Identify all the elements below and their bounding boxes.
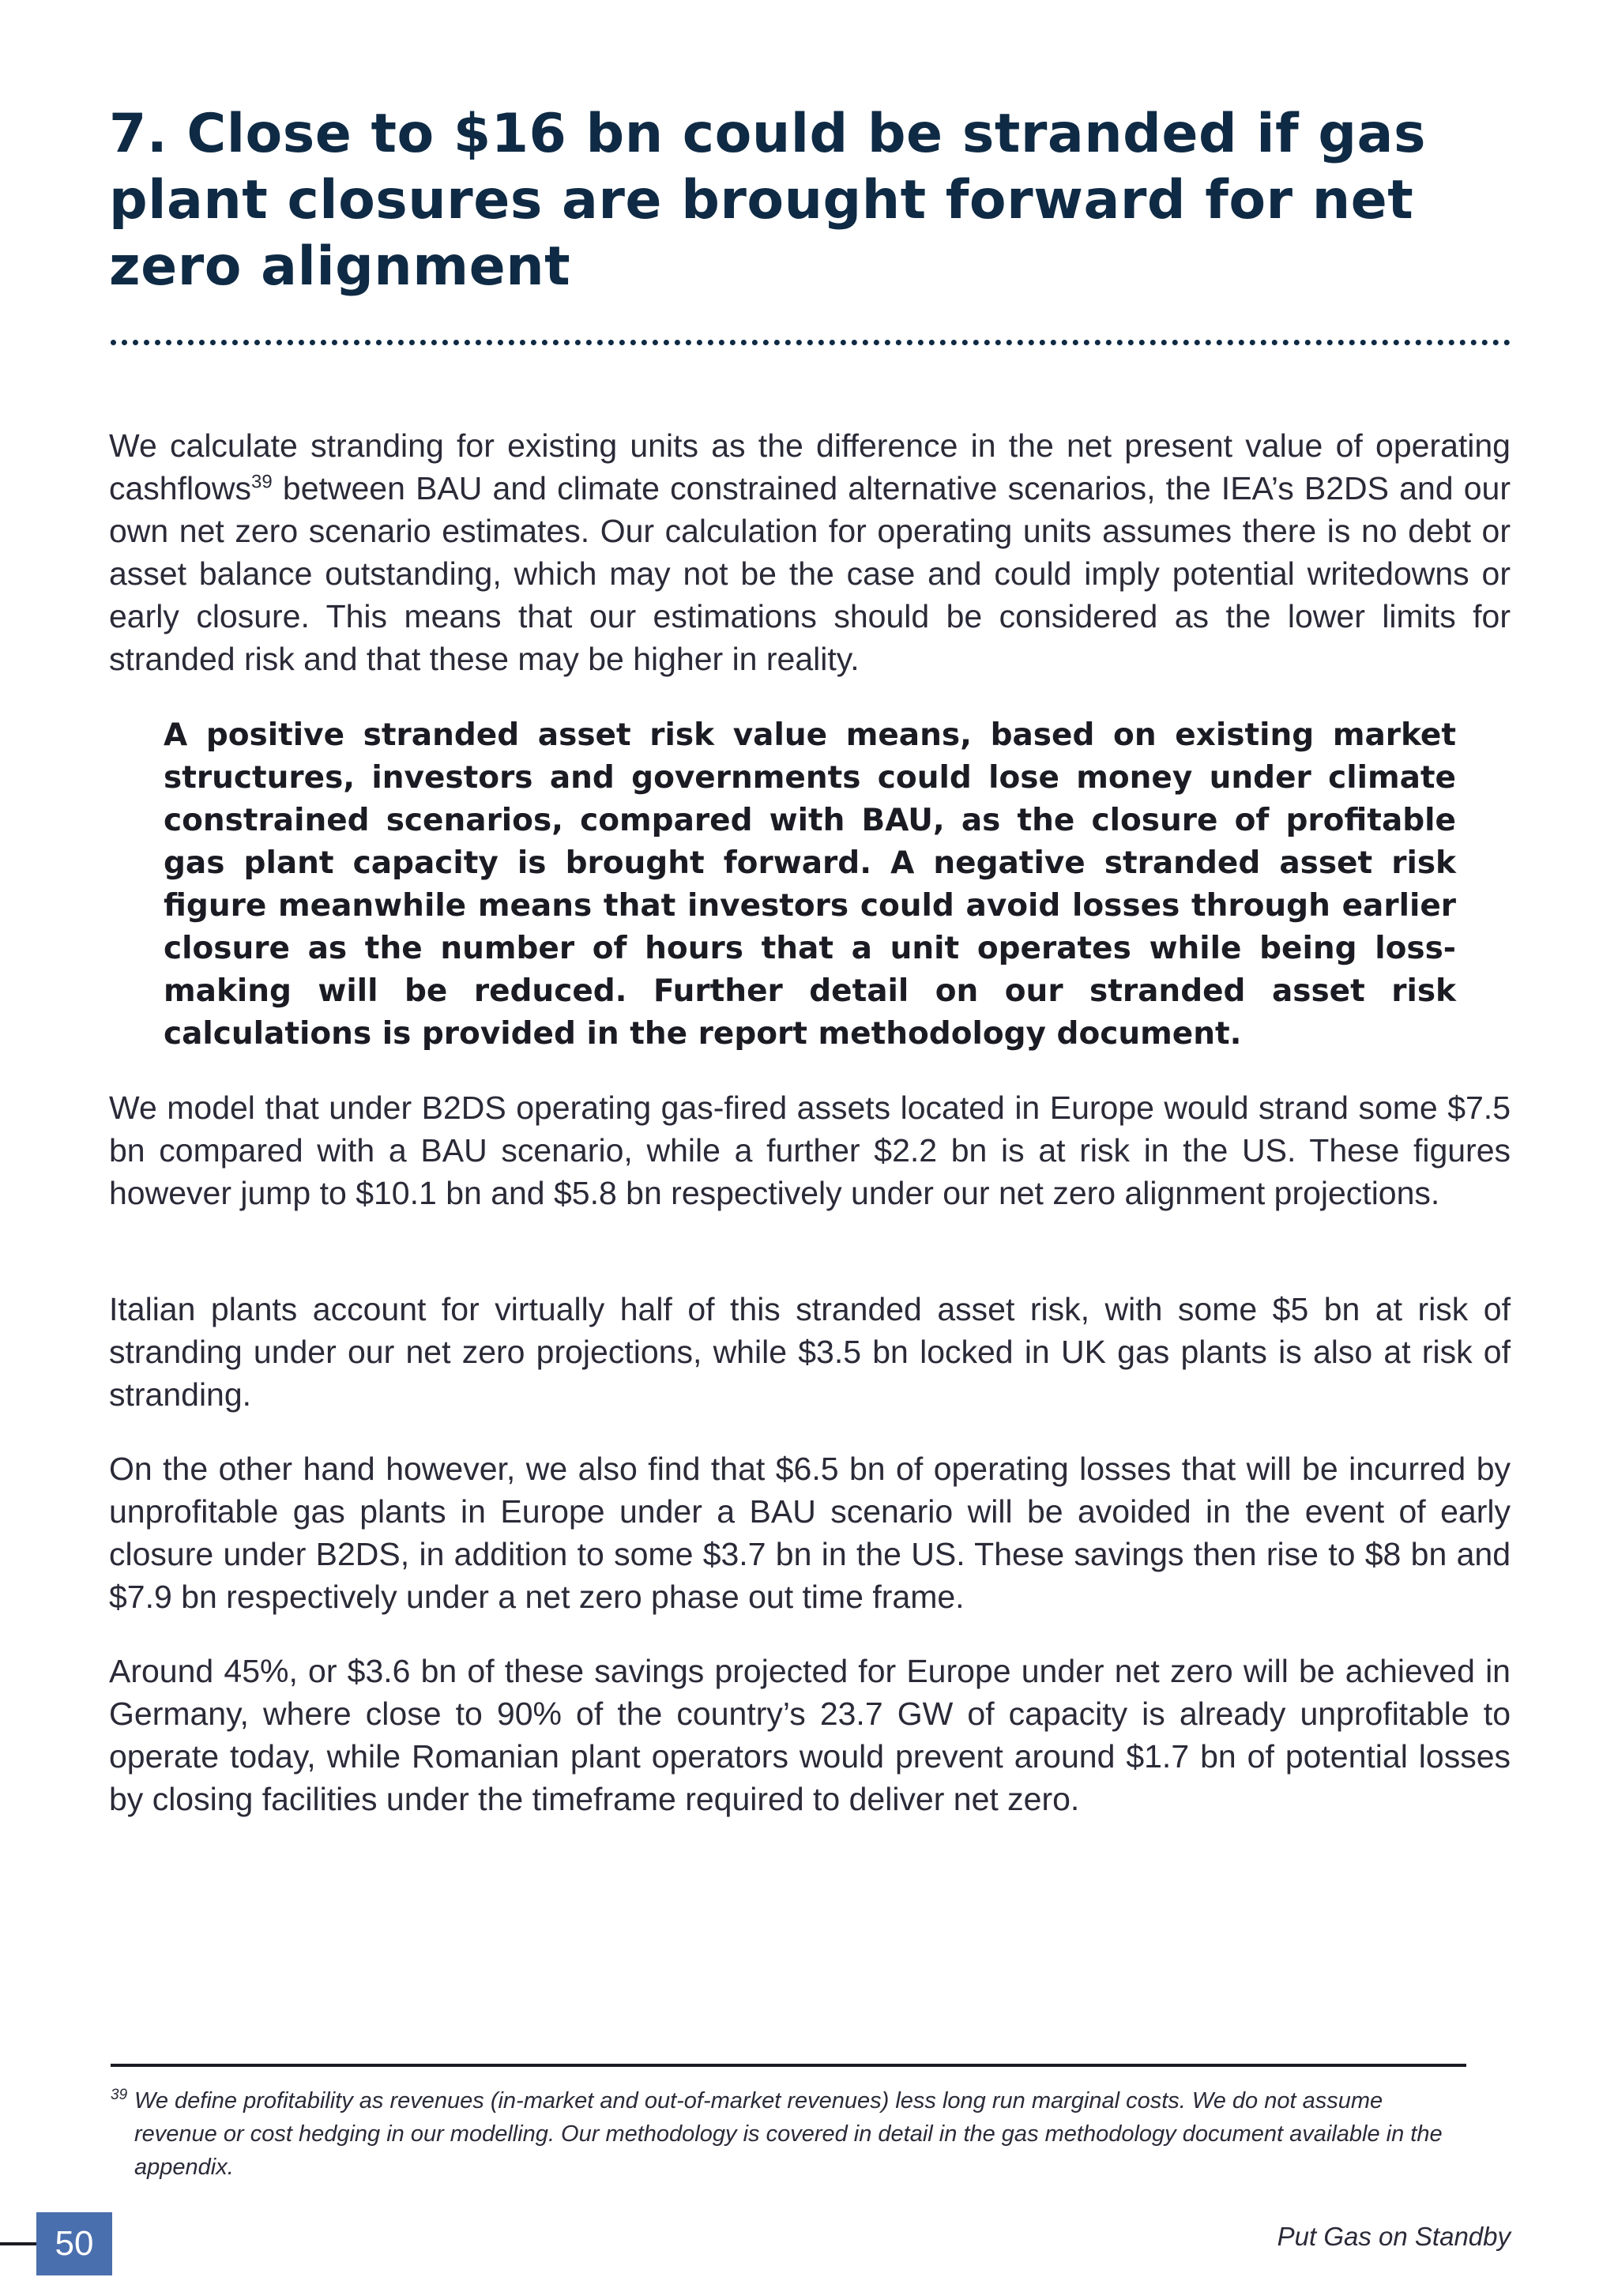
paragraph-text: between BAU and climate constrained alternative scenarios, the IEA’s B2DS and our own net zero scenario estimates. Our calculation for operating units assumes there is no debt or asset balance outstanding, which may not be the case and could imply potential writedowns or early closure. This means that our estimations should be considered as the lower limits for stranded risk and that these may be higher in reality. [109, 470, 1511, 677]
dotted-divider [111, 340, 1511, 345]
callout-stranded-risk-definition: A positive stranded asset risk value means, based on existing market structures, investors and governments could lose money under climate constrained scenarios, compared with BAU, as the closure of profitable gas plant capacity is brought forward. A negative stranded asset risk figure meanwhile means that investors could avoid losses through earlier closure as the number of hours that a unit operates while being loss-making will be reduced. Further detail on our stranded asset risk calculations is provided in the report methodology document. [164, 717, 1456, 1052]
footnote-text: We define profitability as revenues (in-market and out-of-market revenues) less long run marginal costs. We do not assume revenue or cost hedging in our modelling. Our methodology is covered in detail in the gas methodology document available in the appendix. [134, 2088, 1443, 2180]
page-number: 50 [36, 2212, 112, 2275]
paragraph-germany-romania: Around 45%, or $3.6 bn of these savings projected for Europe under net zero will be achieved in Germany, where close to 90% of the country’s 23.7 GW of capacity is already unprofitable to operate today, while Romanian plant operators would prevent around $1.7 bn of potential losses by closing facilities under the timeframe required to deliver net zero. [109, 1653, 1511, 1817]
paragraph-avoided-losses: On the other hand however, we also find that $6.5 bn of operating losses that will be incurred by unprofitable gas plants in Europe under a BAU scenario will be avoided in the event of early closure under B2DS, in addition to some $3.7 bn in the US. These savings then rise to $8 bn and $7.9 bn respectively under a net zero phase out time frame. [109, 1451, 1511, 1615]
paragraph-b2ds-europe-us: We model that under B2DS operating gas-fired assets located in Europe would strand some $7.5 bn compared with a BAU scenario, while a further $2.2 bn is at risk in the US. These figures however jump to $10.1 bn and $5.8 bn respectively under our net zero alignment projections. [109, 1090, 1511, 1211]
footnote-ref[interactable]: 39 [251, 471, 273, 493]
running-title: Put Gas on Standby [1277, 2222, 1511, 2251]
footnote: 39 We define profitability as revenues (in-market and out-of-market revenues) less long run marginal costs. We do not assume revenue or cost hedging in our modelling. Our methodology is covered in detail in the gas methodology document available in the appendix. [111, 2084, 1466, 2184]
page-tab-line [0, 2242, 36, 2245]
paragraph-stranding-method [109, 424, 1511, 680]
section-heading: 7. Close to $16 bn could be stranded if gas plant closures are brought forward for net zero alignment [109, 103, 1426, 298]
footnote-rule [111, 2064, 1466, 2067]
paragraph-italy-uk: Italian plants account for virtually half of this stranded asset risk, with some $5 bn at risk of stranding under our net zero projections, while $3.5 bn locked in UK gas plants is also at risk of stranding. [109, 1291, 1511, 1413]
paragraph-text: We calculate stranding for existing units as the difference in the net present value of operating cashflows [109, 427, 1511, 506]
